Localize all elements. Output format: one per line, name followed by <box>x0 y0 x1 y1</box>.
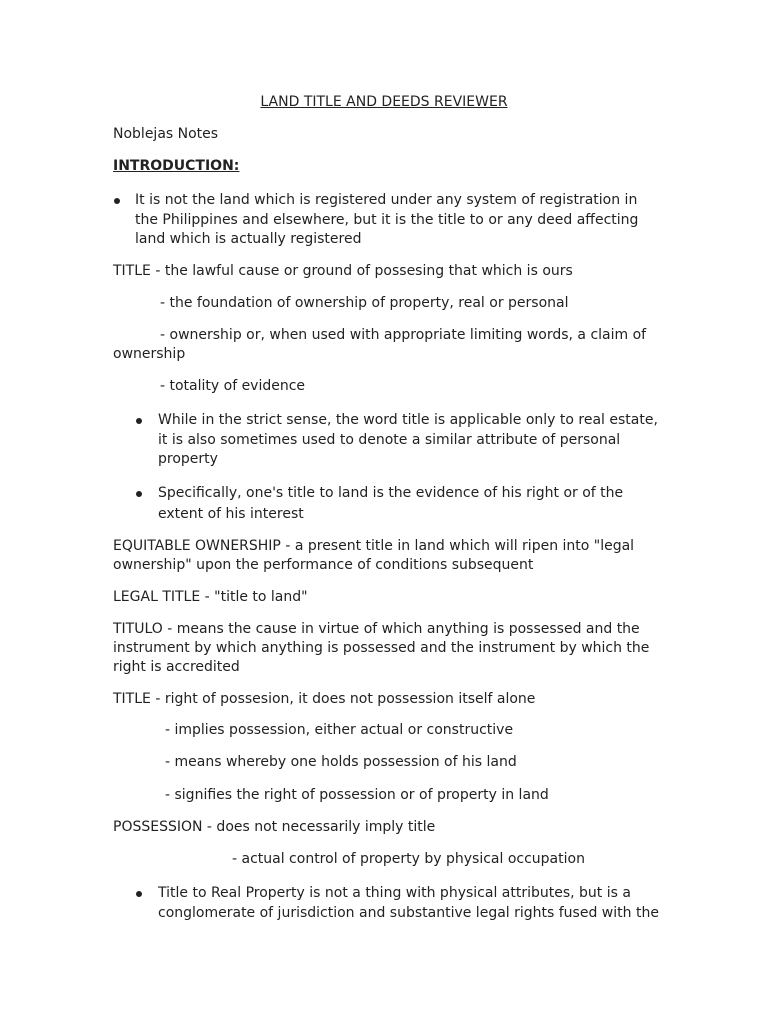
title-bullet-1-line-2: it is also sometimes used to denote a similar attribute of personal <box>158 432 621 448</box>
bullet-dot-3 <box>136 491 142 497</box>
title2-definition-4: - signifies the right of possession or of property in land <box>165 787 549 803</box>
intro-bullet-line-1: It is not the land which is registered under any system of registration in <box>135 192 638 208</box>
title2-definition-1: TITLE - right of possesion, it does not possession itself alone <box>113 691 536 707</box>
title-bullet-1-line-1: While in the strict sense, the word title is applicable only to real estate, <box>158 412 658 428</box>
final-bullet-line-2: conglomerate of jurisdiction and substantive legal rights fused with the <box>158 905 659 921</box>
possession-line-2: - actual control of property by physical occupation <box>232 851 585 867</box>
title2-definition-3: - means whereby one holds possession of his land <box>165 754 517 770</box>
introduction-heading: INTRODUCTION: <box>113 158 240 174</box>
possession-line-1: POSSESSION - does not necessarily imply title <box>113 819 436 835</box>
title2-definition-2: - implies possession, either actual or constructive <box>165 722 514 738</box>
title-bullet-2-line-1: Specifically, one's title to land is the evidence of his right or of the <box>158 485 624 501</box>
title-definition-3b: ownership <box>113 346 186 362</box>
title-definition-1: TITLE - the lawful cause or ground of possesing that which is ours <box>113 263 573 279</box>
final-bullet-line-1: Title to Real Property is not a thing with physical attributes, but is a <box>158 885 631 901</box>
bullet-dot-4 <box>136 891 142 897</box>
intro-bullet-line-3: land which is actually registered <box>135 231 362 247</box>
title-definition-3a: - ownership or, when used with appropriate limiting words, a claim of <box>160 327 647 343</box>
author-line: Noblejas Notes <box>113 126 219 142</box>
title-definition-2: - the foundation of ownership of property, real or personal <box>160 295 569 311</box>
document-title: LAND TITLE AND DEEDS REVIEWER <box>260 94 508 110</box>
titulo-line-1: TITULO - means the cause in virtue of which anything is possessed and the <box>113 621 640 637</box>
equitable-ownership-line-2: ownership" upon the performance of conditions subsequent <box>113 557 534 573</box>
title-bullet-2-line-2: extent of his interest <box>158 506 304 522</box>
title-definition-4: - totality of evidence <box>160 378 306 394</box>
titulo-line-2: instrument by which anything is possessed and the instrument by which the <box>113 640 650 656</box>
titulo-line-3: right is accredited <box>113 659 240 675</box>
bullet-dot-1 <box>114 198 120 204</box>
legal-title-line: LEGAL TITLE - "title to land" <box>113 589 308 605</box>
intro-bullet-line-2: the Philippines and elsewhere, but it is the title to or any deed affecting <box>135 212 639 228</box>
equitable-ownership-line-1: EQUITABLE OWNERSHIP - a present title in land which will ripen into "legal <box>113 538 635 554</box>
title-bullet-1-line-3: property <box>158 451 218 467</box>
bullet-dot-2 <box>136 418 142 424</box>
